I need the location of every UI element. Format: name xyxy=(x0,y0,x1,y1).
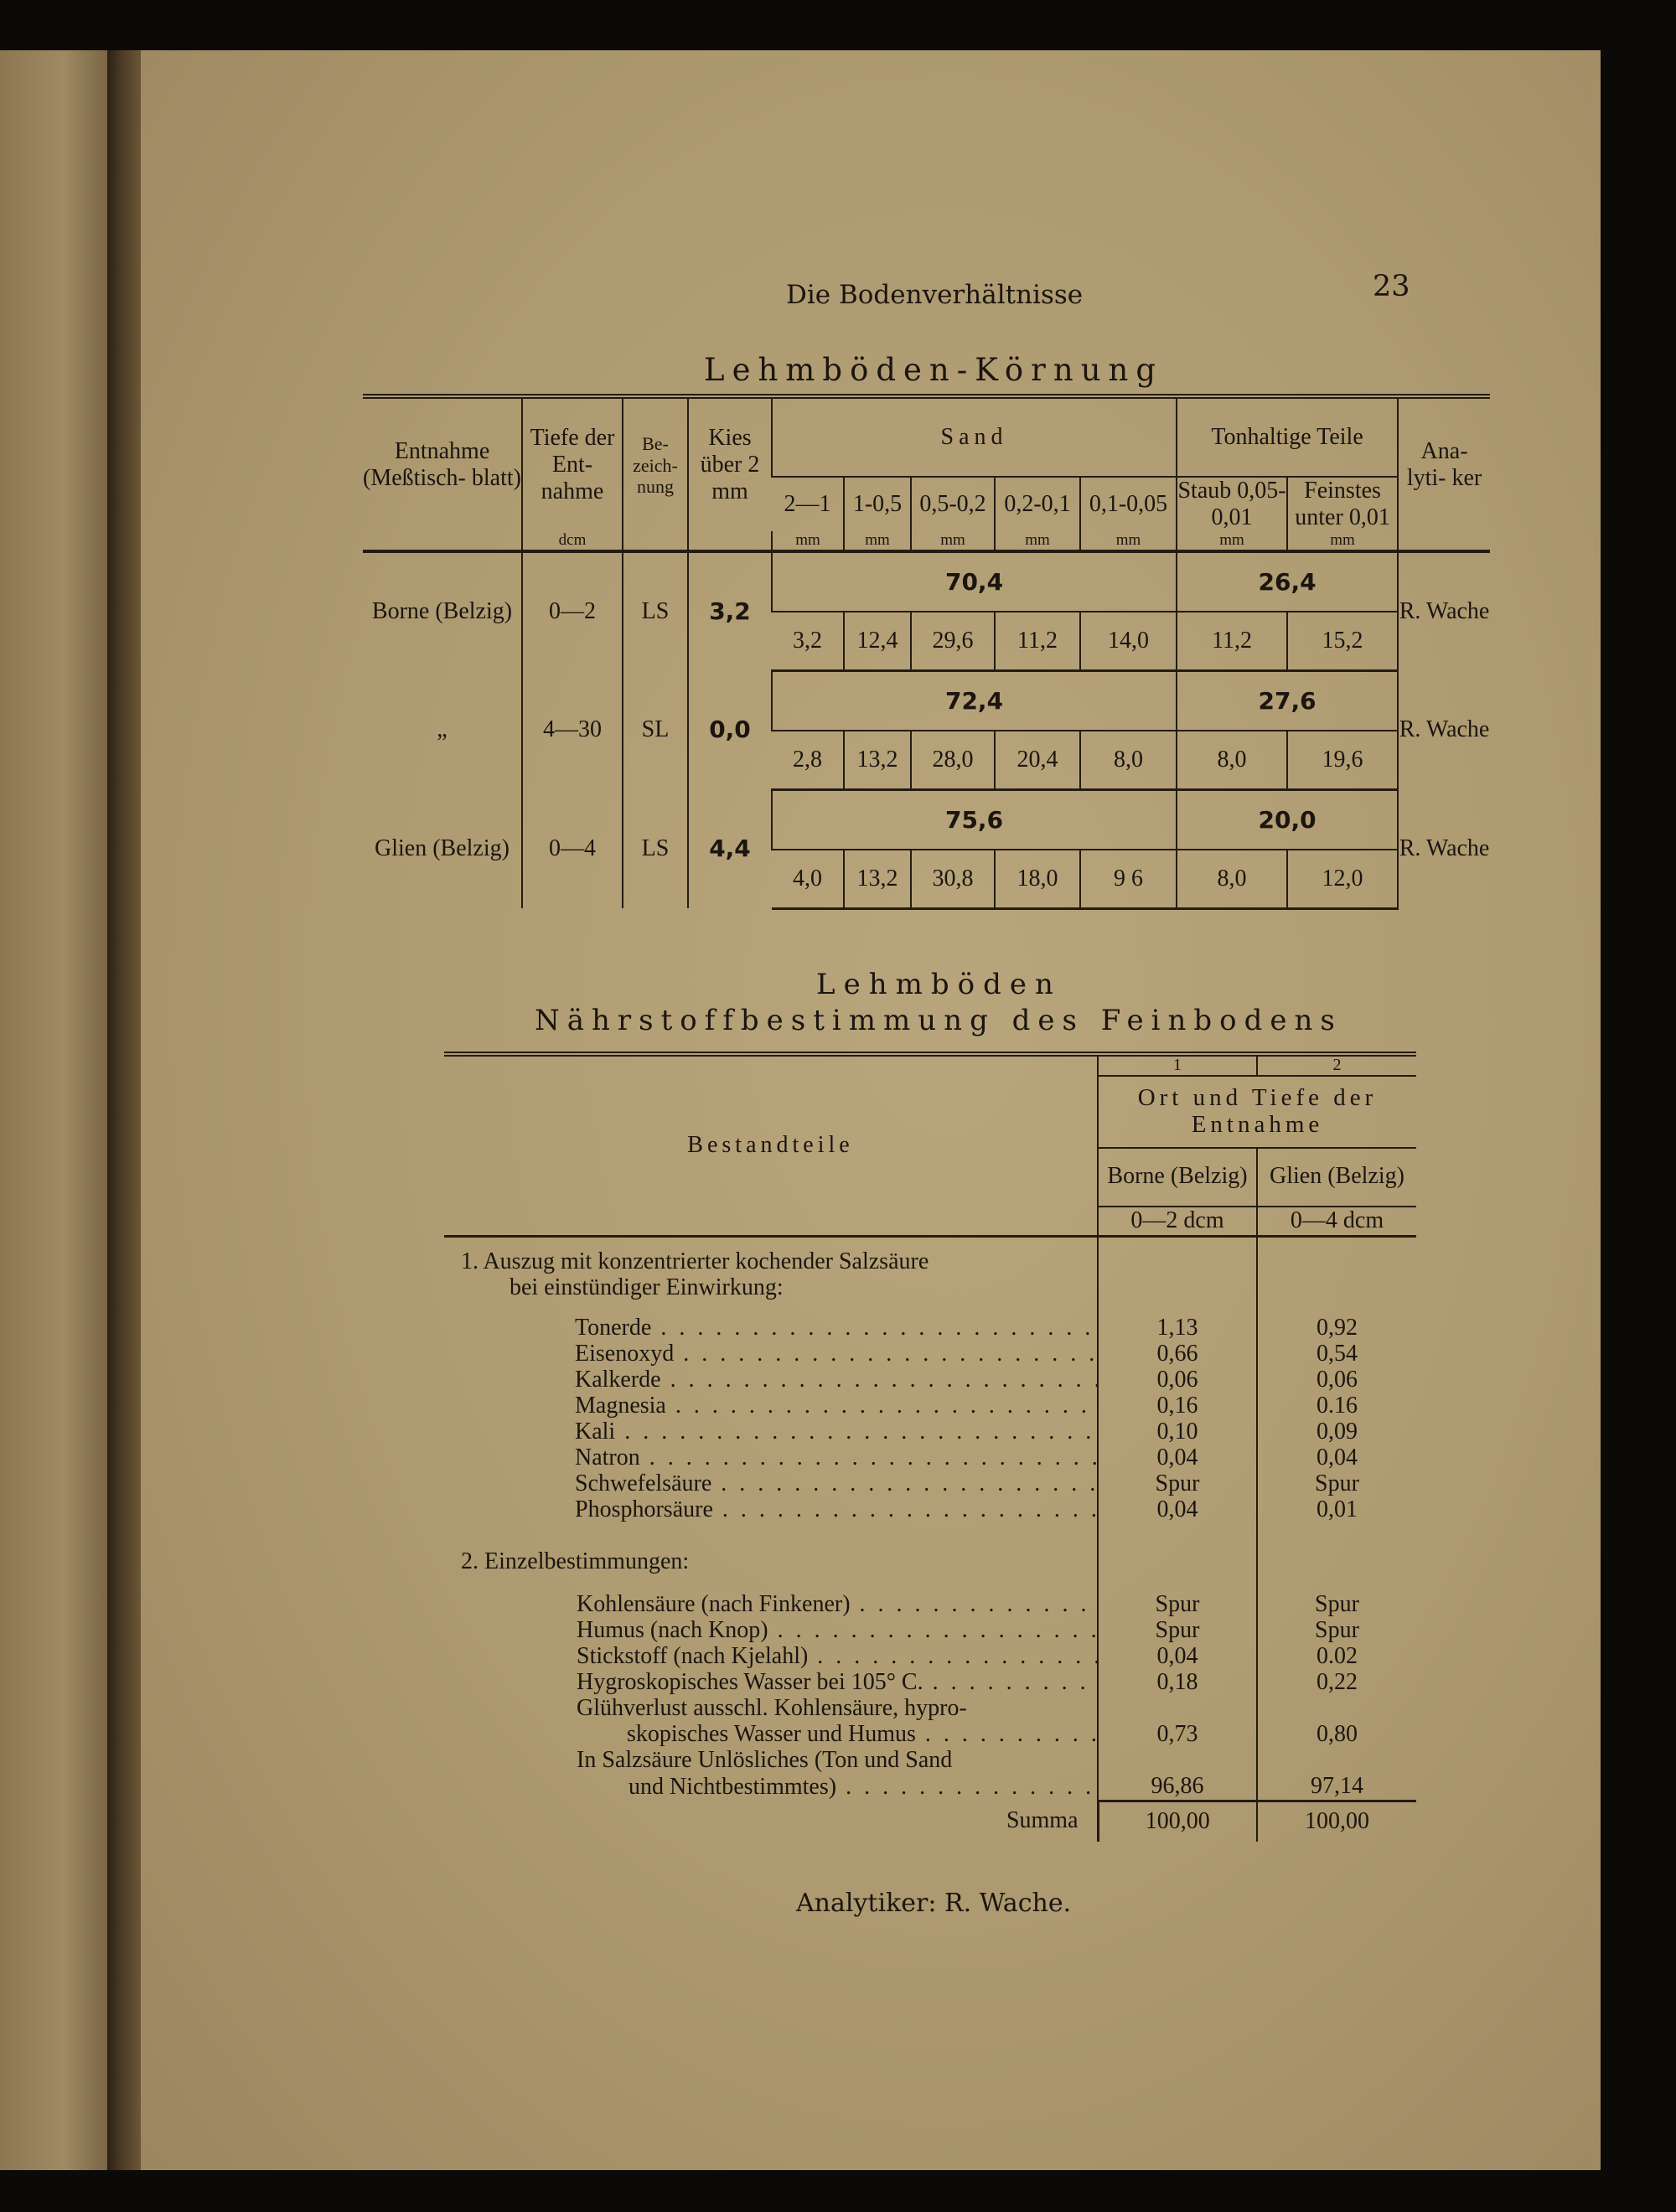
sand-sub-1: 2—1 xyxy=(772,477,844,531)
ort-header: Ort und Tiefe der Entnahme xyxy=(1098,1076,1416,1148)
row3-tiefe: 0—4 xyxy=(522,789,623,908)
row-kohlensaeure: Kohlensäure (nach Finkener) . . . xyxy=(444,1592,1098,1618)
row-gluehverlust-line1: Glühverlust ausschl. Kohlensäure, hypro- xyxy=(577,1694,967,1721)
unit-mm: mm xyxy=(772,531,844,551)
col-bezeichnung: Be- zeich- nung xyxy=(623,396,688,531)
book-binding xyxy=(107,50,141,2170)
col-ton: Tonhaltige Teile xyxy=(1177,396,1398,477)
depth-1: 0—2 dcm xyxy=(1098,1207,1257,1237)
row-magnesia: Magnesia . . . xyxy=(444,1393,1098,1419)
row-unloeslich-line2: und Nichtbestimmtes) . . . xyxy=(444,1774,1098,1801)
row2-sand-1: 2,8 xyxy=(772,731,844,789)
row3-ton-1: 8,0 xyxy=(1177,850,1287,908)
row1-kies: 3,2 xyxy=(688,551,772,670)
row3-sand-3: 30,8 xyxy=(911,850,995,908)
val-schwefelsaeure-2: Spur xyxy=(1257,1471,1416,1497)
col-tiefe: Tiefe der Ent- nahme xyxy=(522,396,623,531)
section1-subtitle: bei einstündiger Einwirkung: xyxy=(510,1274,784,1300)
val-unloeslich-2: 97,14 xyxy=(1257,1774,1416,1801)
col-analytiker: Ana- lyti- ker xyxy=(1398,396,1490,531)
val-humus-1: Spur xyxy=(1098,1618,1257,1644)
table2-title-line2: Nährstoffbestimmung des Feinbodens xyxy=(535,1004,1342,1037)
val-tonerde-2: 0,92 xyxy=(1257,1315,1416,1341)
depth-2: 0—4 dcm xyxy=(1257,1207,1416,1237)
row3-sand-1: 4,0 xyxy=(772,850,844,908)
row-schwefelsaeure: Schwefelsäure . . . xyxy=(444,1471,1098,1497)
row-unloeslich-line1: In Salzsäure Unlösliches (Ton und Sand xyxy=(577,1746,953,1773)
row1-sand-1: 3,2 xyxy=(772,612,844,670)
table2-title-line1: Lehmböden xyxy=(816,968,1062,1001)
table1-title: Lehmböden-Körnung xyxy=(704,352,1164,388)
row1-sand-4: 11,2 xyxy=(995,612,1080,670)
row2-kies: 0,0 xyxy=(688,670,772,789)
val-kohlensaeure-1: Spur xyxy=(1098,1592,1257,1618)
running-title: Die Bodenverhältnisse xyxy=(786,280,1084,310)
row-tonerde: Tonerde . . . xyxy=(444,1315,1098,1341)
val-hygroskopisches-wasser-1: 0,18 xyxy=(1098,1670,1257,1696)
row3-ort: Glien (Belzig) xyxy=(375,835,510,862)
row3-ton-total: 20,0 xyxy=(1177,789,1398,850)
grain-size-table xyxy=(363,394,1490,910)
row1-analytiker: R. Wache xyxy=(1398,551,1490,670)
row1-sand-2: 12,4 xyxy=(844,612,911,670)
row1-ton-1: 11,2 xyxy=(1177,612,1287,670)
ton-sub-staub: Staub 0,05-0,01 xyxy=(1177,478,1286,531)
section1-title: 1. Auszug mit konzentrierter kochender Salzsäure xyxy=(461,1248,929,1275)
row3-kies: 4,4 xyxy=(688,789,772,908)
col-kies: Kies über 2 mm xyxy=(688,396,772,531)
row-gluehverlust-line2: skopisches Wasser und Humus . . . xyxy=(444,1722,1098,1748)
book-page xyxy=(141,50,1601,2170)
unit-mm: mm xyxy=(1080,531,1177,551)
row3-sand-total: 75,6 xyxy=(772,789,1177,850)
val-natron-1: 0,04 xyxy=(1098,1445,1257,1471)
val-eisenoxyd-2: 0,54 xyxy=(1257,1341,1416,1367)
val-gluehverlust-2: 0,80 xyxy=(1257,1722,1416,1748)
row2-tiefe: 4—30 xyxy=(522,670,623,789)
val-eisenoxyd-1: 0,66 xyxy=(1098,1341,1257,1367)
val-kalkerde-1: 0,06 xyxy=(1098,1367,1257,1393)
section2-title: 2. Einzelbestimmungen: xyxy=(461,1548,690,1575)
row-humus: Humus (nach Knop) . . . xyxy=(444,1618,1098,1644)
val-natron-2: 0,04 xyxy=(1257,1445,1416,1471)
val-kali-1: 0,10 xyxy=(1098,1419,1257,1445)
sand-sub-3: 0,5-0,2 xyxy=(911,477,995,531)
unit-mm: mm xyxy=(844,531,911,551)
val-magnesia-2: 0.16 xyxy=(1257,1393,1416,1419)
row1-ton-total: 26,4 xyxy=(1177,551,1398,612)
val-stickstoff-2: 0.02 xyxy=(1257,1644,1416,1670)
row3-sand-2: 13,2 xyxy=(844,850,911,908)
row1-ort: Borne (Belzig) xyxy=(371,598,513,625)
row2-sand-3: 28,0 xyxy=(911,731,995,789)
summa-label: Summa xyxy=(1006,1807,1079,1834)
row1-ton-2: 15,2 xyxy=(1287,612,1398,670)
row3-analytiker: R. Wache xyxy=(1398,789,1490,908)
row3-sand-5: 9 6 xyxy=(1080,850,1177,908)
nutrient-table xyxy=(444,1052,1416,1842)
row-eisenoxyd: Eisenoxyd . . . xyxy=(444,1341,1098,1367)
sand-sub-2: 1-0,5 xyxy=(844,477,911,531)
val-kali-2: 0,09 xyxy=(1257,1419,1416,1445)
val-kohlensaeure-2: Spur xyxy=(1257,1592,1416,1618)
row2-ton-total: 27,6 xyxy=(1177,670,1398,731)
row2-ton-2: 19,6 xyxy=(1287,731,1398,789)
val-stickstoff-1: 0,04 xyxy=(1098,1644,1257,1670)
val-kalkerde-2: 0,06 xyxy=(1257,1367,1416,1393)
footer-analytiker: Analytiker: R. Wache. xyxy=(796,1889,1072,1918)
row2-ort: „ xyxy=(437,716,447,743)
unit-mm: mm xyxy=(1287,531,1398,551)
row2-sand-total: 72,4 xyxy=(772,670,1177,731)
row-stickstoff: Stickstoff (nach Kjelahl) . . . xyxy=(444,1644,1098,1670)
row2-sand-5: 8,0 xyxy=(1080,731,1177,789)
sand-sub-5: 0,1-0,05 xyxy=(1080,477,1177,531)
row-phosphorsaeure: Phosphorsäure . . . xyxy=(444,1497,1098,1523)
row3-ton-2: 12,0 xyxy=(1287,850,1398,908)
unit-dcm: dcm xyxy=(522,531,623,551)
col-sand: Sand xyxy=(772,396,1177,477)
site-1: Borne (Belzig) xyxy=(1098,1148,1257,1207)
unit-mm: mm xyxy=(1177,531,1287,551)
row2-sand-4: 20,4 xyxy=(995,731,1080,789)
val-phosphorsaeure-1: 0,04 xyxy=(1098,1497,1257,1523)
row3-bez: LS xyxy=(623,789,688,908)
row-hygroskopisches-wasser: Hygroskopisches Wasser bei 105° C. . . . xyxy=(444,1670,1098,1696)
val-hygroskopisches-wasser-2: 0,22 xyxy=(1257,1670,1416,1696)
val-magnesia-1: 0,16 xyxy=(1098,1393,1257,1419)
ton-sub-feinstes: Feinstes unter 0,01 xyxy=(1287,477,1398,531)
col-entnahme: Entnahme (Meßtisch- blatt) xyxy=(363,396,522,531)
val-tonerde-1: 1,13 xyxy=(1098,1315,1257,1341)
row2-ton-1: 8,0 xyxy=(1177,731,1287,789)
row-kali: Kali . . . xyxy=(444,1419,1098,1445)
val-unloeslich-1: 96,86 xyxy=(1098,1774,1257,1801)
val-gluehverlust-1: 0,73 xyxy=(1098,1722,1257,1748)
row1-bez: LS xyxy=(623,551,688,670)
col-num-2: 2 xyxy=(1257,1054,1416,1076)
row-kalkerde: Kalkerde . . . xyxy=(444,1367,1098,1393)
row1-sand-5: 14,0 xyxy=(1080,612,1177,670)
unit-mm: mm xyxy=(995,531,1080,551)
val-schwefelsaeure-1: Spur xyxy=(1098,1471,1257,1497)
page-number: 23 xyxy=(1373,270,1410,303)
col-num-1: 1 xyxy=(1098,1054,1257,1076)
row1-sand-total: 70,4 xyxy=(772,551,1177,612)
row3-sand-4: 18,0 xyxy=(995,850,1080,908)
row2-bez: SL xyxy=(623,670,688,789)
val-phosphorsaeure-2: 0,01 xyxy=(1257,1497,1416,1523)
sand-sub-4: 0,2-0,1 xyxy=(995,477,1080,531)
unit-mm: mm xyxy=(911,531,995,551)
row-natron: Natron . . . xyxy=(444,1445,1098,1471)
site-2: Glien (Belzig) xyxy=(1257,1148,1416,1207)
row2-analytiker: R. Wache xyxy=(1398,670,1490,789)
summa-1: 100,00 xyxy=(1098,1801,1257,1842)
row1-sand-3: 29,6 xyxy=(911,612,995,670)
summa-2: 100,00 xyxy=(1257,1801,1416,1842)
left-page-edge xyxy=(0,50,107,2170)
val-humus-2: Spur xyxy=(1257,1618,1416,1644)
row1-tiefe: 0—2 xyxy=(522,551,623,670)
col-bestandteile: Bestandteile xyxy=(444,1054,1098,1237)
row2-sand-2: 13,2 xyxy=(844,731,911,789)
